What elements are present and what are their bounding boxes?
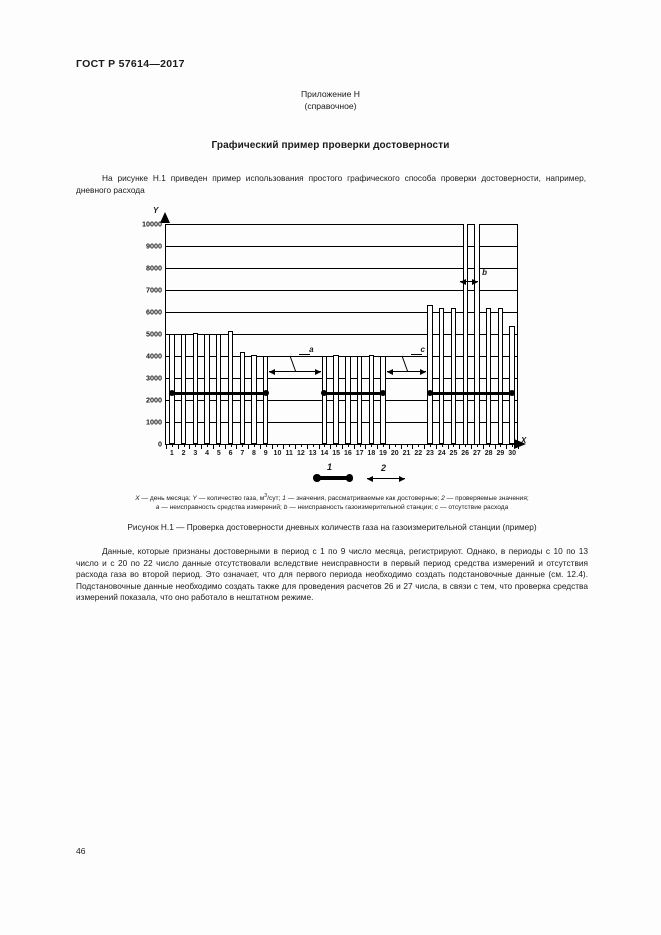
- x-tick: [495, 444, 496, 449]
- y-tick-label: 10000: [142, 219, 162, 229]
- x-tick-label: 25: [449, 450, 458, 457]
- x-tick-minor: [336, 444, 337, 447]
- bar: [498, 308, 503, 444]
- trusted-level-line: [324, 392, 383, 395]
- figure-legend: [133, 462, 533, 488]
- x-tick-label: 13: [308, 450, 317, 457]
- x-tick-minor: [512, 444, 513, 447]
- x-tick: [248, 444, 249, 449]
- bar: [486, 308, 491, 444]
- x-tick: [389, 444, 390, 449]
- interval-arrow-c: [387, 371, 427, 372]
- annotation-tag-c: c: [420, 345, 425, 355]
- trusted-level-line: [172, 392, 266, 395]
- x-tick-minor: [500, 444, 501, 447]
- x-tick-minor: [430, 444, 431, 447]
- x-tick-minor: [489, 444, 490, 447]
- x-tick-label: 20: [390, 450, 399, 457]
- interval-arrow-a: [269, 371, 321, 372]
- x-tick: [354, 444, 355, 449]
- legend-symbol-interval: [367, 478, 405, 479]
- legend-label-1: 1: [327, 462, 333, 472]
- bar: [251, 355, 256, 444]
- x-tick: [342, 444, 343, 449]
- x-tick: [319, 444, 320, 449]
- x-tick-label: 23: [426, 450, 434, 457]
- x-tick: [283, 444, 284, 449]
- x-tick-minor: [172, 444, 173, 447]
- body-paragraph: Данные, которые признаны достоверными в период с 1 по 9 число месяца, регистрируют. Однако, в периоды с 10 по 13 число и с 20 по 22 число данные отсутствовали вследствие неисправности в первый период средства измерений и отсутствия расхода газа во второй период. Это означает, что для первого периода необходимо создать подстановочные данные (см. 12.4). Подстановочные данные необходимо создать также для проведения расчетов 26 и 27 числа, в связи с тем, что проверка средства измерений показала, что оно работало в нештатном режиме.: [76, 546, 588, 603]
- figure-caption: Рисунок Н.1 — Проверка достоверности дневных количеств газа на газоизмерительной станции (пример): [127, 522, 537, 532]
- x-tick: [272, 444, 273, 449]
- x-tick-minor: [360, 444, 361, 447]
- x-tick-minor: [219, 444, 220, 447]
- x-tick: [506, 444, 507, 449]
- x-tick: [471, 444, 472, 449]
- page-number: 46: [76, 846, 86, 856]
- figure-key-line-2: a — неисправность средства измерений; b — неисправность газоизмерительной станции; c — отсутствие расхода: [155, 504, 509, 512]
- x-tick: [401, 444, 402, 449]
- x-tick-label: 2: [181, 450, 186, 457]
- y-tick-label: 8000: [146, 263, 162, 273]
- annotation-tag-a: a: [309, 345, 314, 355]
- axis-label-y: Y: [153, 206, 159, 215]
- x-tick: [483, 444, 484, 449]
- x-tick-label: 24: [437, 450, 446, 457]
- x-tick-minor: [453, 444, 454, 447]
- x-tick-label: 4: [205, 450, 210, 457]
- x-tick-minor: [442, 444, 443, 447]
- x-tick: [189, 444, 190, 449]
- x-tick: [448, 444, 449, 449]
- x-tick: [412, 444, 413, 449]
- x-tick-label: 26: [461, 450, 470, 457]
- annex-title: Приложение Н: [301, 89, 360, 99]
- x-tick: [518, 444, 519, 449]
- bar: [204, 334, 209, 444]
- x-tick: [330, 444, 331, 449]
- x-tick-minor: [289, 444, 290, 447]
- x-tick-label: 30: [508, 450, 517, 457]
- x-tick-minor: [313, 444, 314, 447]
- bar: [240, 352, 245, 444]
- x-tick-label: 8: [252, 450, 256, 457]
- x-tick-label: 17: [355, 450, 364, 457]
- x-tick-minor: [195, 444, 196, 447]
- annex-subtitle: (справочное): [304, 101, 357, 111]
- x-tick-label: 5: [216, 450, 221, 457]
- bar: [451, 308, 456, 444]
- y-tick-label: 1000: [146, 417, 162, 427]
- annex-heading: [0, 88, 661, 112]
- x-tick-label: 27: [473, 450, 481, 457]
- x-tick: [365, 444, 366, 449]
- x-tick-minor: [407, 444, 408, 447]
- x-tick-label: 10: [273, 450, 282, 457]
- bar: [322, 356, 327, 444]
- bar: [181, 334, 186, 444]
- bar: [357, 356, 362, 444]
- x-tick-label: 19: [379, 450, 387, 457]
- x-tick-label: 18: [367, 450, 376, 457]
- interval-arrow-b: [460, 281, 478, 282]
- figure-chart: [133, 206, 533, 461]
- bar: [263, 356, 268, 444]
- x-tick-label: 28: [484, 450, 493, 457]
- bar: [380, 356, 385, 444]
- annotation-tag-b: b: [482, 268, 487, 278]
- x-tick: [236, 444, 237, 449]
- x-tick: [377, 444, 378, 449]
- x-tick-label: 15: [332, 450, 341, 457]
- x-tick-label: 22: [414, 450, 423, 457]
- y-tick-label: 6000: [146, 307, 162, 317]
- figure-key: [76, 492, 588, 513]
- x-tick-minor: [242, 444, 243, 447]
- x-tick-label: 14: [320, 450, 329, 457]
- x-tick: [295, 444, 296, 449]
- plot-inner: [166, 224, 518, 444]
- x-tick-label: 7: [240, 450, 245, 457]
- x-tick: [436, 444, 437, 449]
- x-tick-label: 3: [193, 450, 198, 457]
- x-tick-minor: [383, 444, 384, 447]
- y-tick-label: 5000: [146, 329, 162, 339]
- y-tick-label: 4000: [146, 351, 162, 361]
- y-tick-label: 2000: [146, 395, 162, 405]
- legend-label-2: 2: [381, 463, 387, 473]
- annotation-leader-line: [299, 354, 310, 355]
- x-tick-minor: [301, 444, 302, 447]
- legend-symbol-trusted: [315, 476, 351, 480]
- x-tick: [260, 444, 261, 449]
- x-tick-label: 6: [228, 450, 233, 457]
- standard-header: ГОСТ Р 57614—2017: [76, 58, 185, 70]
- x-tick-label: 16: [343, 450, 352, 457]
- bar: [345, 356, 350, 444]
- x-tick-minor: [184, 444, 185, 447]
- x-tick: [307, 444, 308, 449]
- x-tick: [424, 444, 425, 449]
- axis-label-x: X: [521, 436, 527, 445]
- x-tick-label: 21: [402, 450, 411, 457]
- x-tick: [459, 444, 460, 449]
- x-tick-minor: [207, 444, 208, 447]
- x-tick-label: 9: [263, 450, 268, 457]
- section-title: Графический пример проверки достоверности: [211, 140, 450, 151]
- plot-area: [142, 219, 518, 457]
- x-tick-minor: [371, 444, 372, 447]
- bar: [509, 326, 514, 444]
- x-tick-minor: [418, 444, 419, 447]
- plot-right-border: [517, 224, 518, 444]
- y-tick-label: 0: [158, 439, 162, 449]
- x-tick-label: 1: [169, 450, 174, 457]
- x-tick: [166, 444, 167, 449]
- x-tick: [213, 444, 214, 449]
- x-tick-label: 12: [297, 450, 305, 457]
- y-tick-label: 7000: [146, 285, 162, 295]
- y-tick-label: 9000: [146, 241, 162, 251]
- x-tick-minor: [348, 444, 349, 447]
- x-tick-minor: [266, 444, 267, 447]
- x-tick-minor: [231, 444, 232, 447]
- x-tick-minor: [395, 444, 396, 447]
- bar: [228, 331, 233, 444]
- bar: [474, 224, 479, 444]
- x-tick: [225, 444, 226, 449]
- trusted-level-line: [430, 392, 512, 395]
- intro-paragraph: На рисунке Н.1 приведен пример использования простого графического способа проверки достоверности, например, дневного расхода: [76, 173, 586, 195]
- figure-key-line-1: X — день месяца; Y — количество газа, $м^3$/сут; 1 — значения, рассматриваемые как достоверные; 2 — проверяемые значения;: [135, 493, 529, 503]
- x-tick-minor: [254, 444, 255, 447]
- bar: [463, 224, 468, 444]
- bar: [193, 333, 198, 444]
- bar: [369, 355, 374, 444]
- bar: [427, 305, 432, 444]
- x-tick: [178, 444, 179, 449]
- x-tick-label: 29: [496, 450, 505, 457]
- x-tick-minor: [465, 444, 466, 447]
- y-tick-label: 3000: [146, 373, 162, 383]
- annotation-leader-line: [411, 354, 422, 355]
- x-tick: [201, 444, 202, 449]
- bar: [216, 334, 221, 444]
- x-tick-minor: [277, 444, 278, 447]
- bar: [169, 334, 174, 444]
- bar: [333, 355, 338, 444]
- x-tick-label: 11: [285, 450, 293, 457]
- x-tick-minor: [477, 444, 478, 447]
- x-tick-minor: [324, 444, 325, 447]
- bar: [439, 308, 444, 444]
